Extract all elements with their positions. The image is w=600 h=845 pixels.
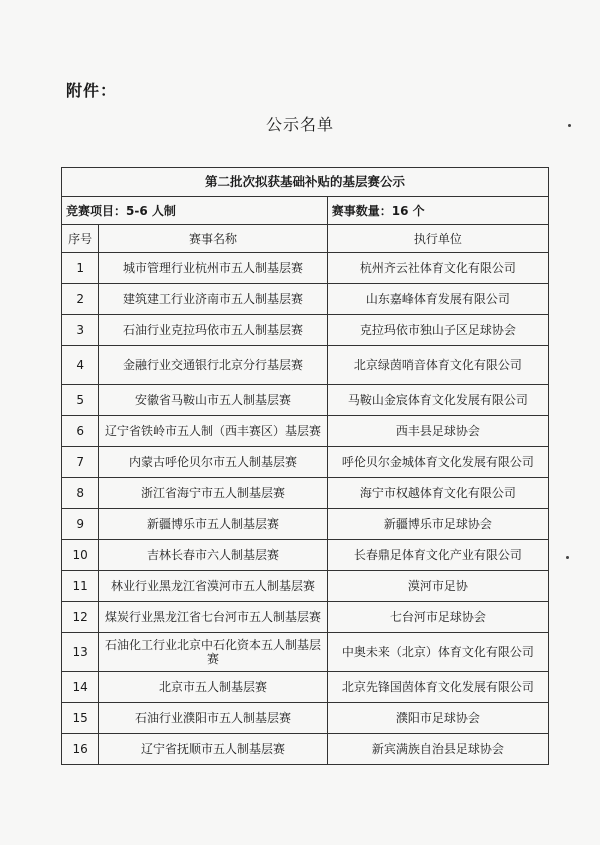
table-row [62,284,549,315]
column-header-org: 执行单位 [327,225,548,253]
column-header-no: 序号 [62,225,99,253]
count-label: 赛事数量：16 个 [327,197,548,225]
cell-event-name: 吉林长春市六人制基层赛 [99,540,327,571]
cell-no: 9 [62,509,99,540]
cell-event-name: 建筑建工行业济南市五人制基层赛 [99,284,327,315]
cell-organizer: 中奥未来（北京）体育文化有限公司 [327,633,548,672]
cell-organizer: 海宁市权越体育文化有限公司 [327,478,548,509]
cell-event-name: 石油行业克拉玛依市五人制基层赛 [99,315,327,346]
cell-organizer: 马鞍山金宸体育文化发展有限公司 [327,385,548,416]
cell-event-name: 内蒙古呼伦贝尔市五人制基层赛 [99,447,327,478]
table-row [62,571,549,602]
cell-event-name: 安徽省马鞍山市五人制基层赛 [99,385,327,416]
cell-organizer: 七台河市足球协会 [327,602,548,633]
cell-no: 3 [62,315,99,346]
cell-event-name: 辽宁省铁岭市五人制（西丰赛区）基层赛 [99,416,327,447]
cell-no: 1 [62,253,99,284]
scan-mark [568,124,571,127]
table-row [62,385,549,416]
cell-organizer: 长春鼎足体育文化产业有限公司 [327,540,548,571]
cell-event-name: 煤炭行业黑龙江省七台河市五人制基层赛 [99,602,327,633]
table-row [62,672,549,703]
table-row [62,447,549,478]
cell-no: 15 [62,703,99,734]
attachment-label: 附件： [66,81,118,100]
cell-organizer: 新疆博乐市足球协会 [327,509,548,540]
cell-event-name: 林业行业黑龙江省漠河市五人制基层赛 [99,571,327,602]
table-caption: 第二批次拟获基础补贴的基层赛公示 [62,168,549,197]
cell-no: 7 [62,447,99,478]
cell-organizer: 濮阳市足球协会 [327,703,548,734]
cell-no: 8 [62,478,99,509]
cell-event-name: 新疆博乐市五人制基层赛 [99,509,327,540]
cell-organizer: 西丰县足球协会 [327,416,548,447]
cell-event-name: 北京市五人制基层赛 [99,672,327,703]
cell-no: 13 [62,633,99,672]
cell-no: 4 [62,346,99,385]
column-header-name: 赛事名称 [99,225,327,253]
cell-event-name: 城市管理行业杭州市五人制基层赛 [99,253,327,284]
cell-organizer: 漠河市足协 [327,571,548,602]
cell-no: 10 [62,540,99,571]
cell-organizer: 山东嘉峰体育发展有限公司 [327,284,548,315]
table-row [62,633,549,672]
project-label: 竞赛项目：5-6 人制 [62,197,328,225]
table-row [62,253,549,284]
cell-no: 2 [62,284,99,315]
table-row [62,315,549,346]
cell-organizer: 北京绿茵哨音体育文化有限公司 [327,346,548,385]
cell-no: 16 [62,734,99,765]
table-row [62,478,549,509]
cell-organizer: 呼伦贝尔金城体育文化发展有限公司 [327,447,548,478]
cell-event-name: 石油行业濮阳市五人制基层赛 [99,703,327,734]
table-row [62,346,549,385]
cell-organizer: 北京先锋国茵体育文化发展有限公司 [327,672,548,703]
cell-no: 6 [62,416,99,447]
cell-no: 12 [62,602,99,633]
cell-no: 11 [62,571,99,602]
cell-organizer: 新宾满族自治县足球协会 [327,734,548,765]
cell-organizer: 克拉玛依市独山子区足球协会 [327,315,548,346]
scan-mark [566,556,569,559]
cell-event-name: 石油化工行业北京中石化资本五人制基层赛 [99,633,327,672]
cell-event-name: 金融行业交通银行北京分行基层赛 [99,346,327,385]
table-row [62,416,549,447]
table-row [62,540,549,571]
page-title: 公示名单 [265,115,334,134]
notice-table [61,167,549,765]
cell-event-name: 浙江省海宁市五人制基层赛 [99,478,327,509]
cell-no: 14 [62,672,99,703]
cell-no: 5 [62,385,99,416]
cell-organizer: 杭州齐云社体育文化有限公司 [327,253,548,284]
table-row [62,734,549,765]
table-row [62,509,549,540]
table-row [62,703,549,734]
table-row [62,602,549,633]
cell-event-name: 辽宁省抚顺市五人制基层赛 [99,734,327,765]
